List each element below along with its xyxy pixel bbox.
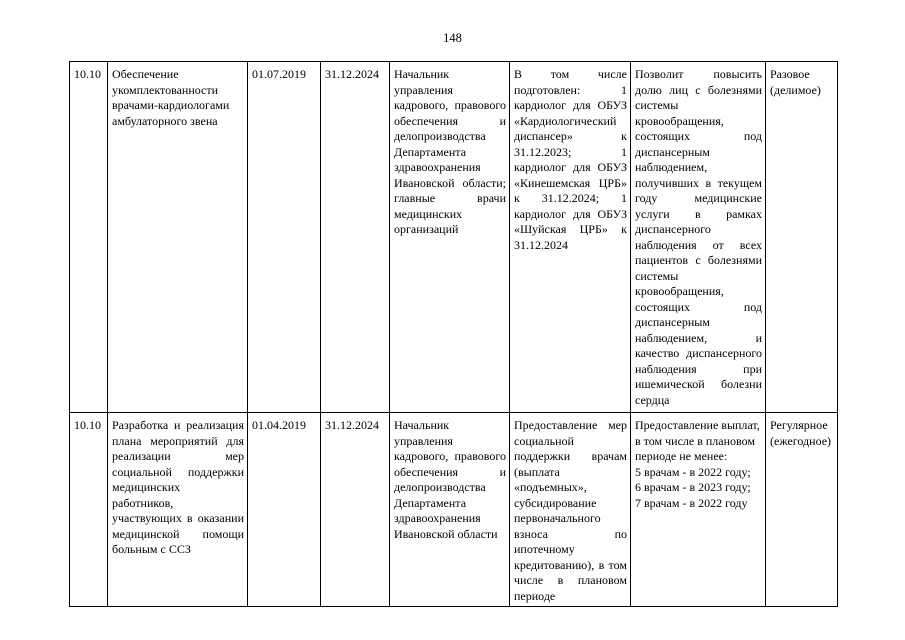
effect <box>631 413 766 607</box>
table-row <box>70 413 838 607</box>
start-date: 01.07.2019 <box>248 62 321 413</box>
row-number: 10.10 <box>70 62 108 413</box>
effect-line: 6 врачам - в 2023 году; <box>635 480 751 494</box>
start-date: 01.04.2019 <box>248 413 321 607</box>
measure-name: Разработка и реализация плана мероприятий для реализации мер социальной поддержки медицинских работников, участвующих в оказании медицинской помощи больным с ССЗ <box>108 413 248 607</box>
responsible: Начальник управления кадрового, правового обеспечения и делопроизводства Департамента здравоохранения Ивановской области; главные врачи медицинских организаций <box>390 62 510 413</box>
end-date: 31.12.2024 <box>321 413 390 607</box>
effect: Позволит повысить долю лиц с болезнями системы кровообращения, состоящих под диспансерным наблюдением, получивших в текущем году медицинские услуги в рамках диспансерного наблюдения от всех пациентов с болезнями системы кровообращения, состоящих под диспансерным наблюдением, и качество диспансерного наблюдения при ишемической болезни сердца <box>631 62 766 413</box>
effect-intro: Предоставление выплат, в том числе в плановом периоде не менее: <box>635 418 760 463</box>
effect-line: 7 врачам - в 2022 году <box>635 495 748 510</box>
row-number: 10.10 <box>70 413 108 607</box>
measure-name: Обеспечение укомплектованности врачами-кардиологами амбулаторного звена <box>108 62 248 413</box>
page-number: 148 <box>443 31 462 45</box>
end-date: 31.12.2024 <box>321 62 390 413</box>
table-row <box>70 62 838 413</box>
measures-table <box>69 61 838 607</box>
measure-type: Регулярное (ежегодное) <box>766 413 838 607</box>
result: В том числе подготовлен: 1 кардиолог для ОБУЗ «Кардиологический диспансер» к 31.12.2023; 1 кардиолог для ОБУЗ «Кинешемская ЦРБ» к 31.12.2024; 1 кардиолог для ОБУЗ «Шуйская ЦРБ» к 31.12.2024 <box>510 62 631 413</box>
result: Предоставление мер социальной поддержки врачам (выплата «подъемных», субсидирование первоначального взноса по ипотечному кредитованию), в том числе в плановом периоде <box>510 413 631 607</box>
measure-type: Разовое (делимое) <box>766 62 838 413</box>
responsible: Начальник управления кадрового, правового обеспечения и делопроизводства Департамента здравоохранения Ивановской области <box>390 413 510 607</box>
effect-line: 5 врачам - в 2022 году; <box>635 464 751 479</box>
